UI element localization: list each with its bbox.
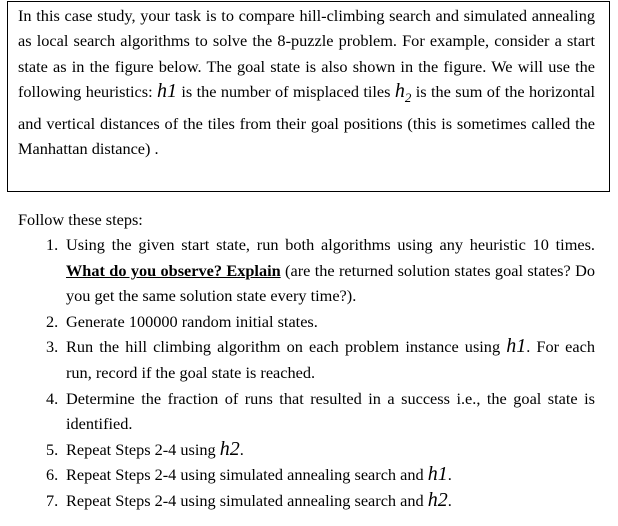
step-text: Repeat Steps 2-4 using simulated annealing search and xyxy=(66,490,428,510)
heuristic-h1: h1 xyxy=(157,80,177,103)
step-text: Determine the fraction of runs that resulted in a success i.e., the goal state is identified. xyxy=(66,388,595,434)
step-text: Using the given start state, run both algorithms using any heuristic 10 times. xyxy=(66,235,595,254)
step-item xyxy=(0,437,595,463)
step-number: 2. xyxy=(46,311,59,331)
step-number: 6. xyxy=(46,465,59,485)
step-text-tail: . xyxy=(239,439,244,459)
step-heuristic: h1 xyxy=(427,463,448,486)
step-text-tail: . For each run, record if the goal state is reached. xyxy=(66,337,595,382)
intro-text-2: is the number of misplaced tiles xyxy=(177,82,395,102)
step-item xyxy=(0,488,595,514)
step-item xyxy=(0,462,595,488)
heuristic-h2-base: h xyxy=(394,80,405,103)
intro-text-1: In this case study, your task is to compare hill-climbing search and simulated annealing as local search algorithms to solve the 8-puzzle problem. For example, consider a start state as in the figure below. The goal state is also shown in the figure. We will use the following heuristics: xyxy=(18,6,595,102)
step-item xyxy=(0,309,595,335)
step-text: Repeat Steps 2-4 using xyxy=(66,439,220,459)
step-text-tail: . xyxy=(447,465,452,485)
step-heuristic: h2 xyxy=(219,437,240,460)
intro-text-3: is the sum of the horizontal and vertical distances of the tiles from their goal positions (this is sometimes called the Manhattan distance) . xyxy=(18,82,595,159)
steps-list xyxy=(0,232,595,514)
step-number: 3. xyxy=(46,337,59,357)
step-text: Generate 100000 random initial states. xyxy=(66,311,318,331)
step-question: What do you observe? Explain xyxy=(66,260,281,280)
step-text-tail: (are the returned solution states goal states? Do you get the same solution state every time?). xyxy=(66,260,595,306)
step-heuristic: h1 xyxy=(506,335,527,358)
step-text: Run the hill climbing algorithm on each problem instance using xyxy=(66,337,507,357)
steps-title: Follow these steps: xyxy=(18,210,143,229)
heuristic-h2-sub: 2 xyxy=(404,90,412,106)
step-number: 4. xyxy=(46,388,59,408)
step-item xyxy=(0,334,595,385)
step-number: 1. xyxy=(46,235,59,254)
step-text-tail: . xyxy=(447,490,452,510)
step-item xyxy=(0,386,595,437)
step-number: 7. xyxy=(46,490,59,510)
step-text: Repeat Steps 2-4 using simulated annealing search and xyxy=(66,465,428,485)
step-item xyxy=(0,232,595,309)
step-number: 5. xyxy=(46,439,59,459)
step-heuristic: h2 xyxy=(427,488,448,511)
intro-paragraph xyxy=(18,3,595,161)
heuristic-h2 xyxy=(394,80,412,106)
